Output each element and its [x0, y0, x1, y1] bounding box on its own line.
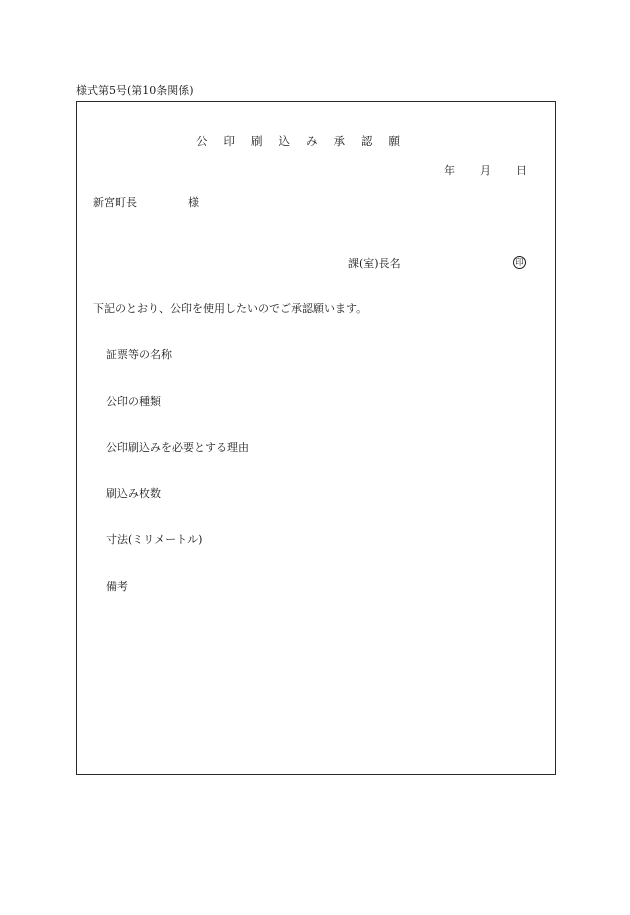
item-remarks: 備考	[106, 580, 128, 593]
form-frame	[76, 101, 556, 775]
request-statement: 下記のとおり、公印を使用したいのでご承認願います。	[93, 302, 368, 315]
seal-mark: 印	[513, 256, 526, 269]
addressee-honorific: 様	[188, 196, 199, 209]
applicant-label: 課(室)長名	[348, 257, 401, 270]
item-certificate-name: 証票等の名称	[106, 348, 172, 361]
item-print-count: 刷込み枚数	[106, 487, 161, 500]
addressee: 新宮町長	[93, 196, 137, 209]
item-reason: 公印刷込みを必要とする理由	[106, 441, 249, 454]
date-day-label: 日	[516, 164, 527, 177]
item-dimensions: 寸法(ミリメートル)	[106, 533, 203, 546]
item-seal-type: 公印の種類	[106, 395, 161, 408]
document-title: 公印刷込み承認願	[196, 134, 416, 148]
date-year-label: 年	[444, 164, 455, 177]
form-number-label: 様式第5号(第10条関係)	[76, 84, 194, 97]
date-month-label: 月	[480, 164, 491, 177]
